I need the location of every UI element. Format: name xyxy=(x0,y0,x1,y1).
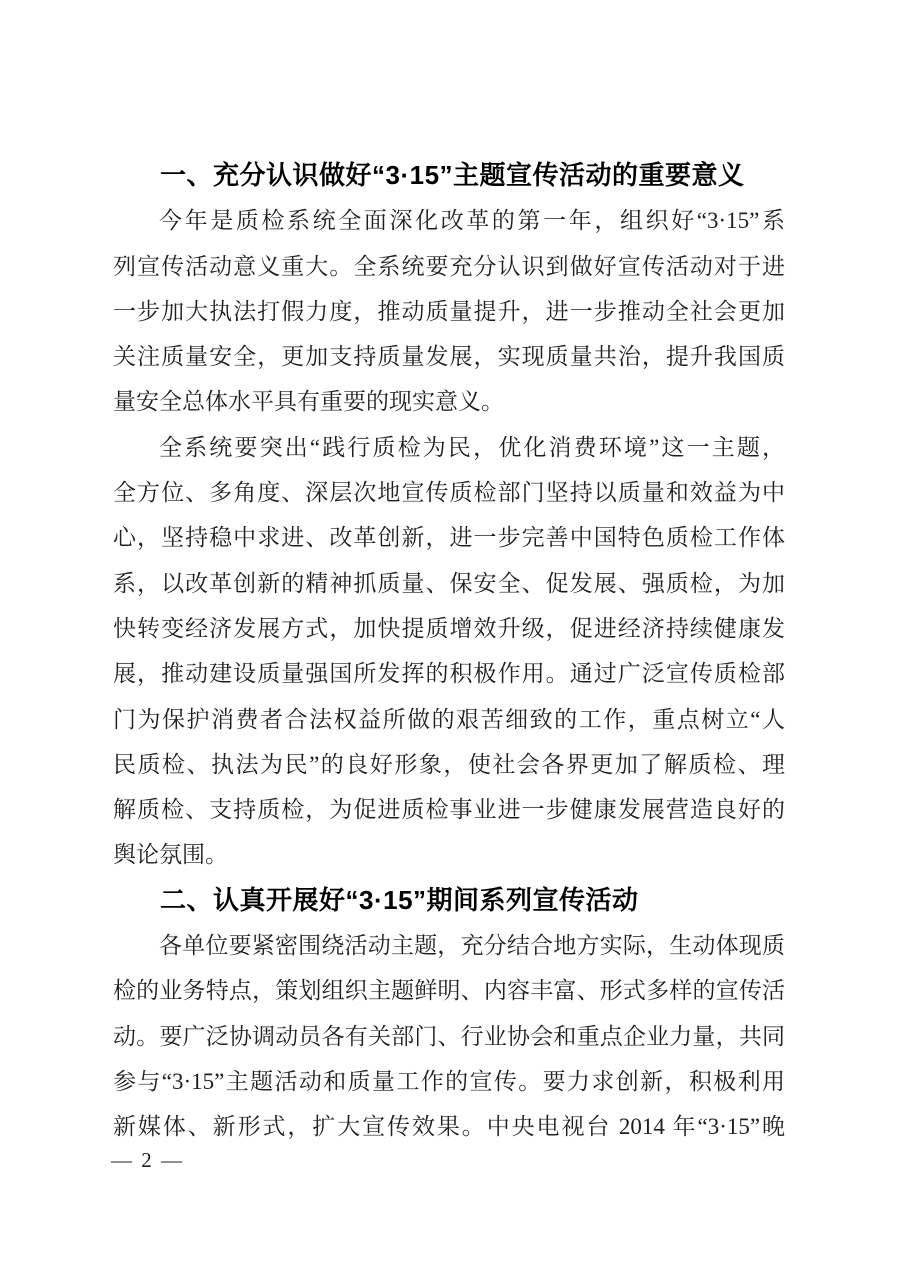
text-line: 快转变经济发展方式，加快提质增效升级，促进经济持续健康发 xyxy=(113,615,785,641)
text-line: 全方位、多角度、深层次地宣传质检部门坚持以质量和效益为中 xyxy=(113,480,785,506)
text-line: 检的业务特点，策划组织主题鲜明、内容丰富、形式多样的宣传活 xyxy=(113,978,785,1004)
text-line: 参与“3·15”主题活动和质量工作的宣传。要力求创新，积极利用 xyxy=(113,1068,785,1094)
text-line: 动。要广泛协调动员各有关部门、行业协会和重点企业力量，共同 xyxy=(113,1023,785,1049)
section-heading-1: 一、充分认识做好“3·15”主题宣传活动的重要意义 xyxy=(160,160,745,190)
text-line: 关注质量安全，更加支持质量发展，实现质量共治，提升我国质 xyxy=(113,344,785,370)
text-line: 系，以改革创新的精神抓质量、保安全、促发展、强质检，为加 xyxy=(113,570,785,596)
text-line: 今年是质检系统全面深化改革的第一年，组织好“3·15”系 xyxy=(159,208,785,234)
document-content xyxy=(113,153,785,1150)
text-line: 舆论氛围。 xyxy=(113,842,228,868)
paragraph-1 xyxy=(113,198,785,424)
text-line: 新媒体、新形式，扩大宣传效果。中央电视台 2014 年“3·15”晚 xyxy=(113,1114,785,1140)
text-line: 民质检、执法为民”的良好形象，使社会各界更加了解质检、理 xyxy=(113,751,785,777)
text-line: 全系统要突出“践行质检为民，优化消费环境”这一主题， xyxy=(159,434,785,460)
text-line: 心，坚持稳中求进、改革创新，进一步完善中国特色质检工作体 xyxy=(113,525,785,551)
text-line: 门为保护消费者合法权益所做的艰苦细致的工作，重点树立“人 xyxy=(113,706,785,732)
text-line: 一步加大执法打假力度，推动质量提升，进一步推动全社会更加 xyxy=(113,298,785,324)
page-number: — 2 — xyxy=(111,1148,184,1172)
text-line: 各单位要紧密围绕活动主题，充分结合地方实际，生动体现质 xyxy=(159,933,785,959)
text-line: 列宣传活动意义重大。全系统要充分认识到做好宣传活动对于进 xyxy=(113,253,785,279)
paragraph-2 xyxy=(113,425,785,878)
text-line: 展，推动建设质量强国所发挥的积极作用。通过广泛宣传质检部 xyxy=(113,661,785,687)
section-heading-2: 二、认真开展好“3·15”期间系列宣传活动 xyxy=(160,884,639,915)
text-line: 量安全总体水平具有重要的现实意义。 xyxy=(113,389,504,415)
text-line: 解质检、支持质检，为促进质检事业进一步健康发展营造良好的 xyxy=(113,797,785,823)
paragraph-3 xyxy=(113,923,785,1149)
